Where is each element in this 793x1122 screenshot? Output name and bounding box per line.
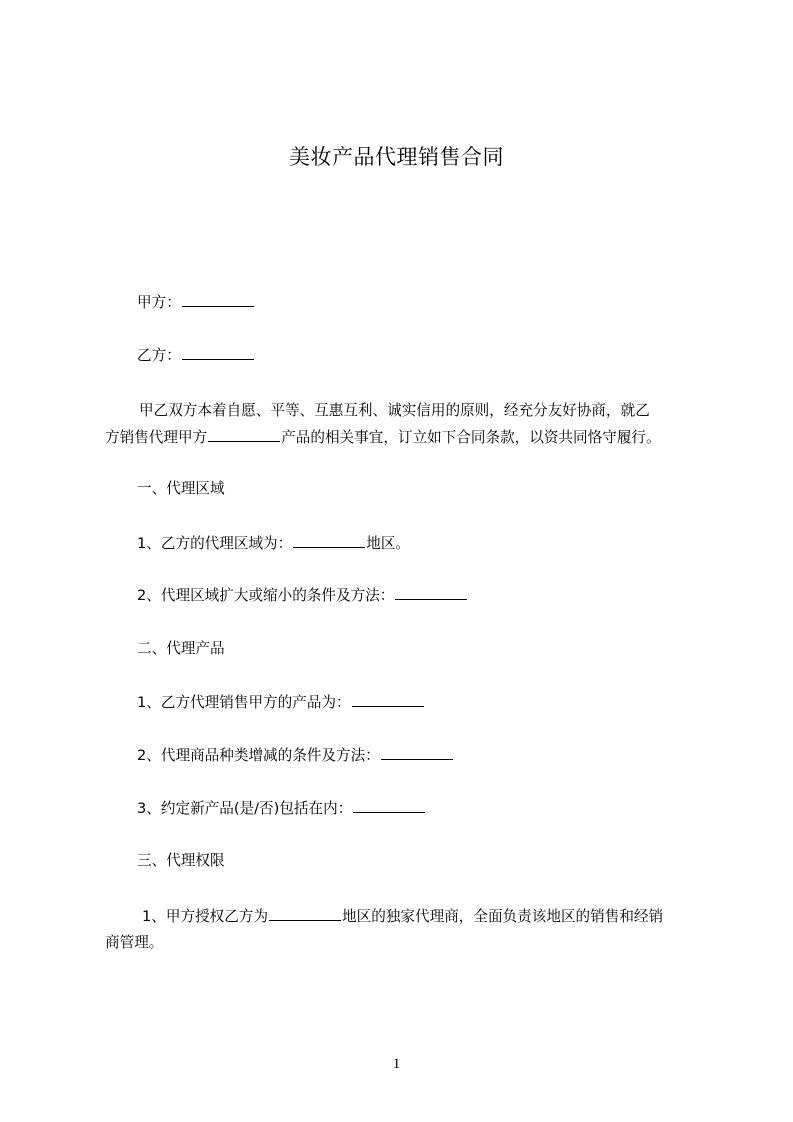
s1-item1-prefix: 1、乙方的代理区域为： [137,535,293,552]
new-product-blank [353,798,425,813]
section-1-heading: 一、代理区域 [137,480,225,497]
document-title: 美妆产品代理销售合同 [289,145,504,169]
exclusive-region-blank [269,906,341,921]
intro-line2-suffix: 产品的相关事宜，订立如下合同条款，以资共同恪守履行。 [281,429,661,446]
product-blank [208,427,280,442]
section-3-item-1-continuation: 商管理。 [105,934,164,951]
section-2-heading: 二、代理产品 [137,640,225,657]
party-a-line [137,292,255,313]
section-2-item-2 [137,745,454,766]
region-blank [293,533,365,548]
section-3-heading: 三、代理权限 [137,852,225,869]
party-b-label: 乙方： [137,347,181,364]
section-1-item-1 [137,533,410,554]
intro-line2-prefix: 方销售代理甲方 [105,429,208,446]
section-3-item-1 [142,906,663,927]
s1-item2-prefix: 2、代理区域扩大或缩小的条件及方法： [137,587,395,604]
region-change-blank [395,585,467,600]
s2-item3-prefix: 3、约定新产品(是/否)包括在内： [137,800,353,817]
section-2-item-1 [137,692,425,713]
intro-paragraph-line-1: 甲乙双方本着自愿、平等、互惠互利、诚实信用的原则，经充分友好协商，就乙 [139,402,650,419]
product-change-blank [381,745,453,760]
intro-paragraph-line-2 [105,427,661,448]
s2-item2-prefix: 2、代理商品种类增减的条件及方法： [137,747,380,764]
section-2-item-3 [137,798,426,819]
party-a-blank [182,292,254,307]
s3-item1-prefix: 1、甲方授权乙方为 [142,908,269,925]
products-blank [352,692,424,707]
party-b-blank [182,345,254,360]
s2-item1-prefix: 1、乙方代理销售甲方的产品为： [137,694,351,711]
page-number: 1 [392,1056,401,1072]
s3-item1-suffix: 地区的独家代理商，全面负责该地区的销售和经销 [342,908,664,925]
party-b-line [137,345,255,366]
s1-item1-suffix: 地区。 [366,535,411,552]
section-1-item-2 [137,585,468,606]
party-a-label: 甲方： [137,294,181,311]
